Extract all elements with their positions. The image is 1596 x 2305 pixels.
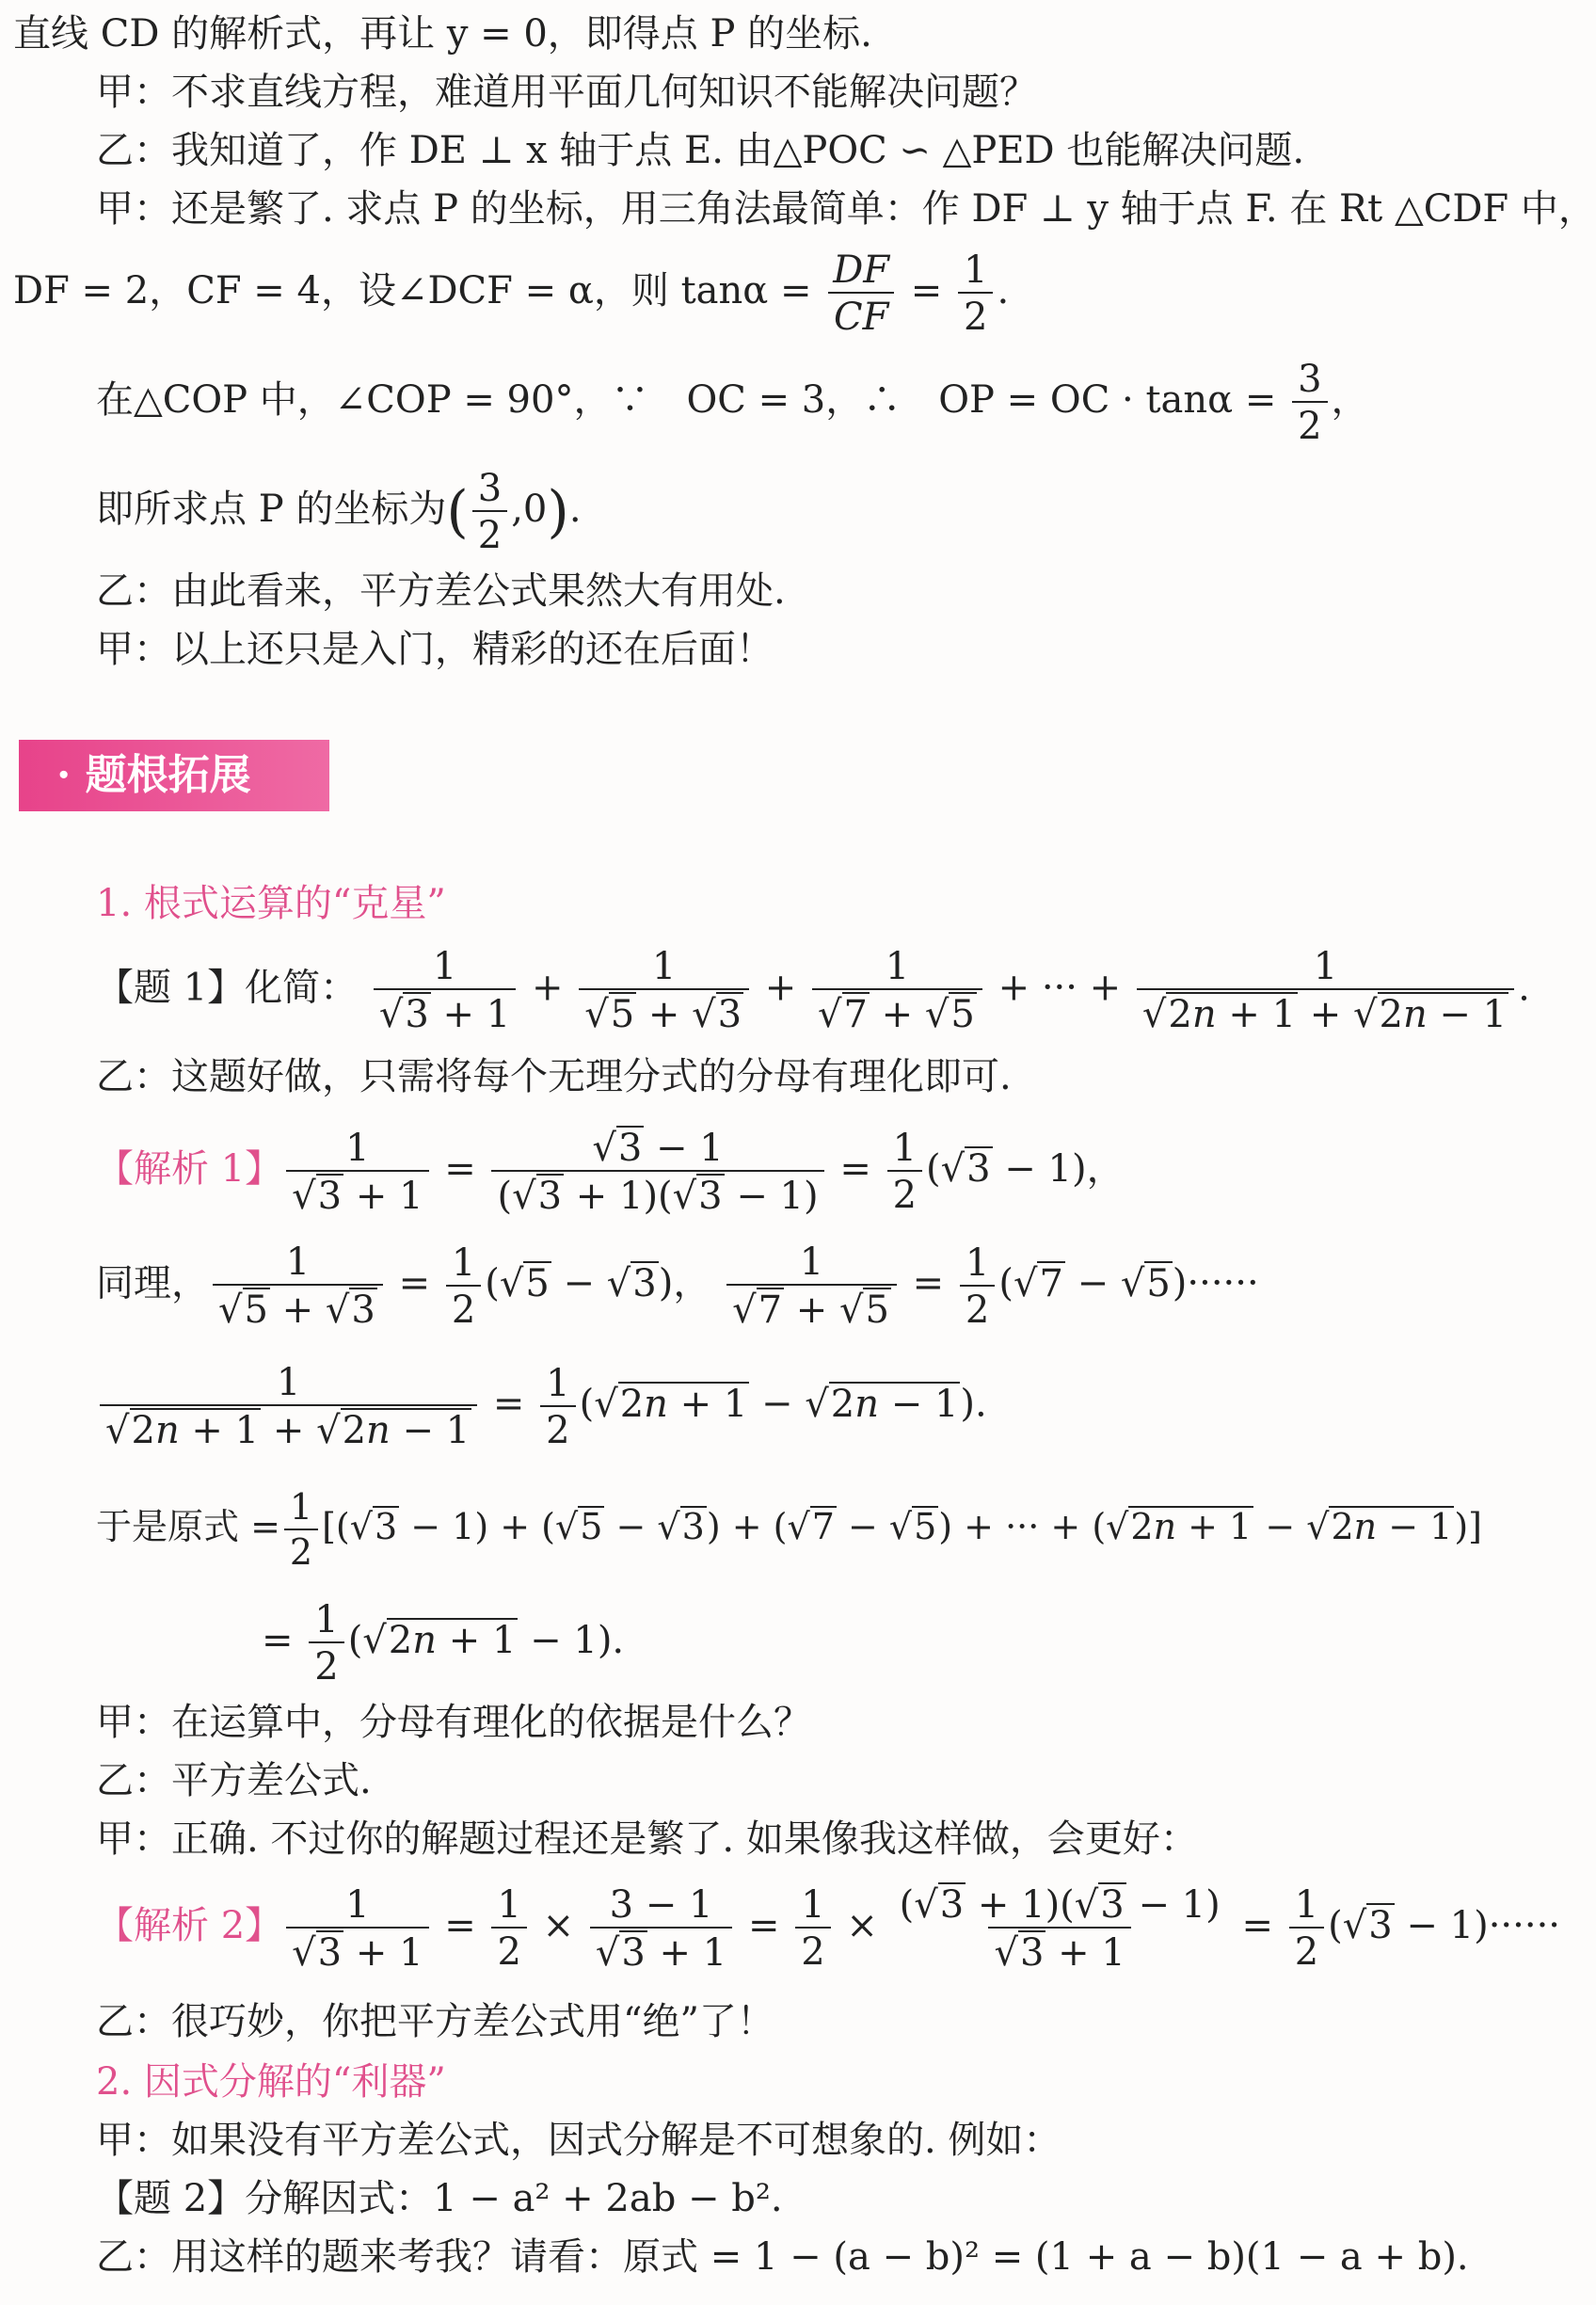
subsection-heading: 2. 因式分解的“利器” xyxy=(96,2060,446,2104)
dialogue-line: 乙：这题好做，只需将每个无理分式的分母有理化即可. xyxy=(96,1055,1012,1098)
solution-1: 【解析 1】 $\frac{1}{√3 + 1}$ = $\frac{√3 - 1}{(√3 + 1)(√3 - 1)}$ = $\frac{1}{2}$ (√3 − 1)， xyxy=(96,1126,1125,1218)
formula-line: 即所求点 P 的坐标为( $\frac{3}{2}$ ,0). xyxy=(96,467,582,557)
dialogue-line: 甲：不求直线方程，难道用平面几何知识不能解决问题？ xyxy=(96,71,1037,114)
dialogue-line: 乙：我知道了，作 DE ⊥ x 轴于点 E. 由△POC ∽ △PED 也能解决问题. xyxy=(96,129,1305,172)
dialogue-line: 甲：还是繁了. 求点 P 的坐标，用三角法最简单：作 DF ⊥ y 轴于点 F. 在 Rt △CDF 中， xyxy=(96,187,1596,231)
formula-line: 在△COP 中，∠COP = 90°，∵ OC = 3，∴ OP = OC · tanα = $\frac{3}{2}$ ， xyxy=(96,358,1369,448)
problem-1: 【题 1】化简： $\frac{1}{√3 + 1}$ + $\frac{1}{√5 + √3}$ + $\frac{1}{√7 + √5}$ + ··· + $\frac{1}{√2n + 1 + √2n - 1}$ . xyxy=(96,945,1530,1036)
dialogue-line: 乙：平方差公式. xyxy=(96,1759,372,1802)
subsection-heading: 1. 根式运算的“克星” xyxy=(96,882,446,925)
section-banner: · 题根拓展 xyxy=(19,740,329,811)
solution-line: $\frac{1}{√2n + 1 + √2n - 1}$ = $\frac{1}{2}$ (√2n + 1 − √2n − 1). xyxy=(96,1361,987,1452)
dialogue-line: 甲：以上还只是入门，精彩的还在后面！ xyxy=(96,628,774,671)
solution-line: 于是原式 = $\frac{1}{2}$ [(√3 − 1) + (√5 − √3) + (√7 − √5) + ··· + (√2n + 1 − √2n − 1)] xyxy=(96,1486,1482,1573)
text-line: 直线 CD 的解析式，再让 y = 0，即得点 P 的坐标. xyxy=(13,12,872,56)
dialogue-line: 甲：如果没有平方差公式，因式分解是不可想象的. 例如： xyxy=(96,2119,1061,2162)
problem-2: 【题 2】分解因式：1 − a² + 2ab − b². xyxy=(96,2177,783,2220)
formula-line: DF = 2，CF = 4，设∠DCF = α，则 tanα = $\frac{DF}{CF}$ = $\frac{1}{2}$ . xyxy=(13,248,1010,339)
solution-2: 【解析 2】 $\frac{1}{√3 + 1}$ = $\frac{1}{2}$ × $\frac{3 - 1}{√3 + 1}$ = $\frac{1}{2}$ × $\frac{(√3 + 1)(√3 - 1)}{√3 + 1}$ = $\frac{1}{2}$ (√3 − 1)······ xyxy=(96,1882,1560,1975)
dialogue-line: 乙：由此看来，平方差公式果然大有用处. xyxy=(96,569,786,613)
dialogue-line: 甲：在运算中，分母有理化的依据是什么？ xyxy=(96,1701,811,1744)
dialogue-line: 甲：正确. 不过你的解题过程还是繁了. 如果像我这样做，会更好： xyxy=(96,1817,1198,1861)
dialogue-line: 乙：用这样的题来考我？请看：原式 = 1 − (a − b)² = (1 + a − b)(1 − a + b). xyxy=(96,2235,1469,2279)
solution-line: = $\frac{1}{2}$ (√2n + 1 − 1). xyxy=(262,1598,625,1689)
solution-line: 同理， $\frac{1}{√5 + √3}$ = $\frac{1}{2}$ (√5 − √3)， $\frac{1}{√7 + √5}$ = $\frac{1}{2}$ (√7 − √5)······ xyxy=(96,1241,1259,1332)
dialogue-line: 乙：很巧妙，你把平方差公式用“绝”了！ xyxy=(96,2000,774,2043)
